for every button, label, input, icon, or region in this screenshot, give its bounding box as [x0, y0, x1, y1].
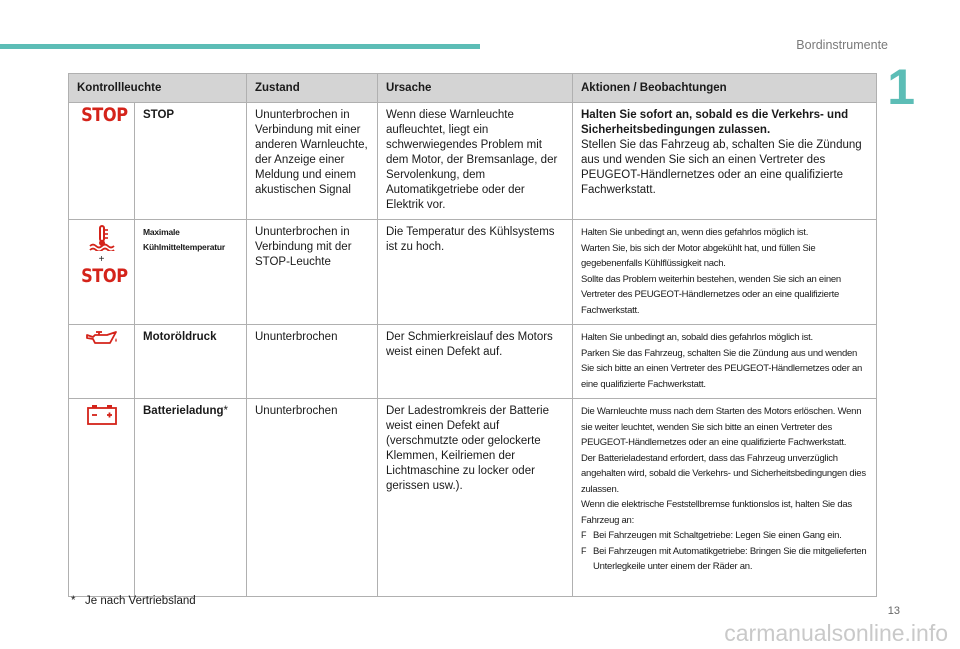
warning-lights-table [68, 73, 877, 597]
action-line: Warten Sie, bis sich der Motor abgekühlt hat, und füllen Sie gegebenenfalls Kühlflüssigkeit nach. [581, 242, 816, 269]
cause-cell: Der Ladestromkreis der Batterie weist einen Defekt auf (verschmutzte oder gelockerte Klemmen, Keilriemen der Lichtmaschine zu locker oder gerissen usw.). [378, 399, 573, 597]
bullet-text: Bei Fahrzeugen mit Schaltgetriebe: Legen Sie einen Gang ein. [593, 530, 842, 541]
table-row [69, 325, 877, 399]
watermark: carmanualsonline.info [724, 620, 948, 646]
bullet-item [581, 528, 868, 544]
cause-cell: Die Temperatur des Kühlsystems ist zu hoch. [378, 220, 573, 325]
table-header-row [69, 74, 877, 103]
oil-pressure-icon [85, 330, 119, 348]
condition-cell: Ununterbrochen [247, 325, 378, 399]
condition-cell: Ununterbrochen [247, 399, 378, 597]
cause-cell: Wenn diese Warnleuchte aufleuchtet, liegt ein schwerwiegendes Problem mit dem Motor, der Bremsanlage, der Servolenkung, dem Automatikgetriebe oder der Elektrik vor. [378, 103, 573, 220]
stop-icon: STOP [81, 104, 128, 126]
column-header: Kontrollleuchte [69, 74, 247, 103]
warning-light-name: Motoröldruck [135, 325, 247, 399]
stop-icon: STOP [81, 265, 128, 287]
icon-cell [69, 220, 135, 325]
bullet-symbol: F [581, 545, 587, 556]
table-row [69, 220, 877, 325]
action-line: Parken Sie das Fahrzeug, schalten Sie die Zündung aus und wenden Sie sich bitte an einen Vertreter des PEUGEOT-Händlernetzes oder an eine qualifizierte Fachwerkstatt. [581, 347, 863, 390]
condition-cell: Ununterbrochen in Verbindung mit einer anderen Warnleuchte, der Anzeige einer Meldung und einem akustischen Signal [247, 103, 378, 220]
column-header: Zustand [247, 74, 378, 103]
plus-sign: + [98, 254, 105, 265]
chapter-number: 1 [887, 59, 915, 115]
action-cell [573, 220, 877, 325]
bullet-item [581, 544, 868, 575]
page-number: 13 [887, 605, 900, 617]
icon-cell [69, 399, 135, 597]
action-line: Halten Sie unbedingt an, wenn dies gefahrlos möglich ist. [581, 227, 809, 238]
action-line: Die Warnleuchte muss nach dem Starten des Motors erlöschen. Wenn sie weiter leuchtet, wenden Sie sich bitte an einen Vertreter des PEUGEOT-Händlernetzes oder an eine qualifizierte Fachwerkstatt. [581, 406, 862, 448]
section-title: Bordinstrumente [796, 38, 888, 52]
coolant-temperature-icon [87, 225, 117, 251]
action-line: Wenn die elektrische Feststellbremse funktionslos ist, halten Sie das Fahrzeug an: [581, 499, 852, 526]
cause-cell: Der Schmierkreislauf des Motors weist einen Defekt auf. [378, 325, 573, 399]
action-line: Halten Sie unbedingt an, sobald dies gefahrlos möglich ist. [581, 332, 813, 343]
action-cell [573, 103, 877, 220]
column-header: Aktionen / Beobachtungen [573, 74, 877, 103]
action-cell [573, 399, 877, 597]
action-bold-text: Halten Sie sofort an, sobald es die Verkehrs- und Sicherheitsbedingungen zulassen. [581, 109, 849, 136]
warning-light-name: STOP [135, 103, 247, 220]
footnote-marker: * [223, 405, 228, 417]
table-row [69, 103, 877, 220]
top-accent-bar [0, 44, 480, 49]
table-row [69, 399, 877, 597]
bullet-text: Bei Fahrzeugen mit Automatikgetriebe: Bringen Sie die mitgelieferten Unterlegkeile unter einem der Räder an. [593, 545, 867, 572]
condition-cell: Ununterbrochen in Verbindung mit der STOP-Leuchte [247, 220, 378, 325]
action-line: Sollte das Problem weiterhin bestehen, wenden Sie sich an einen Vertreter des PEUGEOT-Händlernetzes oder an eine qualifizierte Fachwerkstatt. [581, 273, 841, 316]
icon-cell [69, 103, 135, 220]
column-header: Ursache [378, 74, 573, 103]
action-text: Stellen Sie das Fahrzeug ab, schalten Sie die Zündung aus und wenden Sie sich an einen Vertreter des PEUGEOT-Händlernetzes oder an eine qualifizierte Fachwerkstatt. [581, 139, 862, 196]
warning-light-name: Maximale Kühlmitteltemperatur [135, 220, 247, 325]
warning-light-label: Batterieladung [143, 405, 224, 417]
battery-icon [86, 404, 118, 426]
action-line: Der Batterieladestand erfordert, dass das Fahrzeug unverzüglich angehalten wird, sobald die Verkehrs- und Sicherheitsbedingungen dies zulassen. [581, 452, 866, 495]
bullet-symbol: F [581, 530, 587, 540]
icon-cell [69, 325, 135, 399]
warning-light-name [135, 399, 247, 597]
action-cell [573, 325, 877, 399]
footnote: * Je nach Vertriebsland [71, 595, 196, 607]
